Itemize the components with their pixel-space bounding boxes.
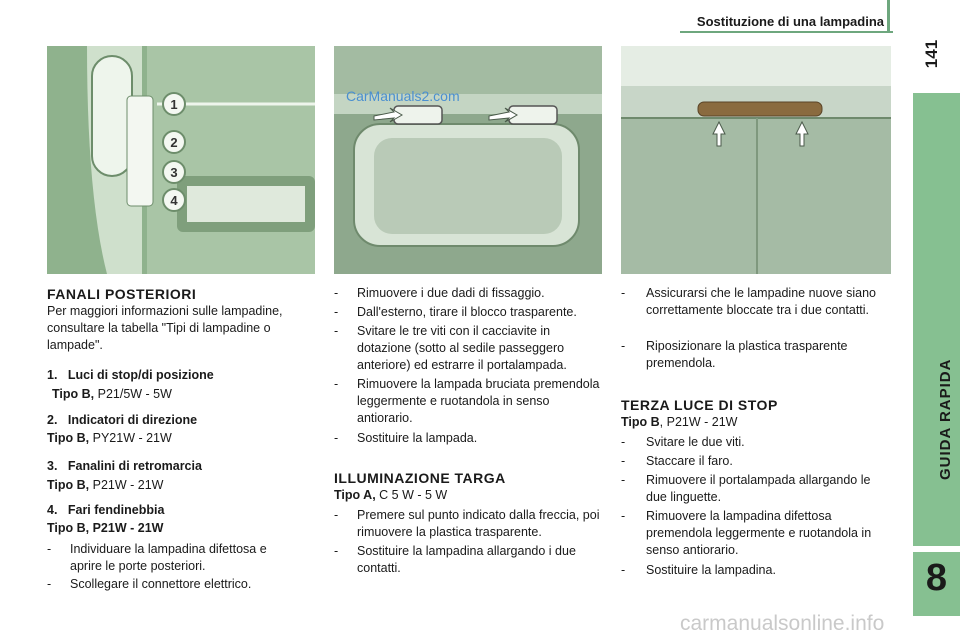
plate-light-type: Tipo A, C 5 W - 5 W [334, 488, 448, 502]
section-title-rear-lights: FANALI POSTERIORI [47, 286, 197, 302]
col2-step-5: Sostituire la lampada. [357, 431, 478, 445]
col2-step-1: Rimuovere i due dadi di fissaggio. [357, 286, 545, 300]
figure-watermark: CarManuals2.com [346, 88, 460, 104]
plate-light-figure [334, 46, 602, 274]
third-stop-type: Tipo B, P21W - 21W [621, 415, 738, 429]
header-vertical-rule [887, 0, 890, 31]
page-number: 141 [922, 39, 941, 69]
callout-2-label: 2 [170, 135, 178, 150]
chapter-tab-label: GUIDA RAPIDA [937, 358, 954, 480]
item-1-type: Tipo B, P21/5W - 5W [52, 387, 172, 401]
bullet-dash: - [334, 286, 339, 300]
chapter-number: 8 [925, 557, 948, 599]
col2-step-3: Svitare le tre viti con il cacciavite in dotazione (sotto al sedile passeggero anteriore) ed estrarre il portalampada. [357, 324, 567, 372]
item-1-heading: 1. Luci di stop/di posizione [47, 368, 214, 382]
third-stop-step-2: Staccare il faro. [646, 454, 733, 468]
rear-step-1: Individuare la lampadina difettosa e aprire le porte posteriori. [70, 542, 267, 573]
callout-2 [163, 131, 185, 153]
callout-4 [163, 189, 185, 211]
item-2-heading: 2. Indicatori di direzione [47, 413, 198, 427]
page-header-title: Sostituzione di una lampadina [696, 14, 884, 29]
bullet-dash: - [621, 509, 626, 523]
section-title-third-stop: TERZA LUCE DI STOP [621, 397, 778, 413]
third-stop-step-4: Rimuovere la lampadina difettosa premendola leggermente e ruotandola in senso antiorario. [646, 509, 872, 557]
col3-step-2: Riposizionare la plastica trasparente premendola. [646, 339, 848, 370]
col2-step-4: Rimuovere la lampada bruciata premendola leggermente e ruotandola in senso antiorario. [357, 377, 600, 425]
callout-4-label: 4 [170, 193, 178, 208]
header-rule [680, 31, 893, 33]
plate-step-1: Premere sul punto indicato dalla freccia, poi rimuovere la plastica trasparente. [357, 508, 600, 539]
rear-lights-figure [47, 46, 315, 274]
third-stop-step-5: Sostituire la lampadina. [646, 563, 776, 577]
bullet-dash: - [334, 544, 339, 558]
callout-1-label: 1 [170, 97, 178, 112]
plate-step-2: Sostituire la lampadina allargando i due contatti. [357, 544, 576, 575]
bullet-dash: - [47, 577, 52, 591]
bullet-dash: - [334, 508, 339, 522]
rear-step-2: Scollegare il connettore elettrico. [70, 577, 252, 591]
third-stop-step-3: Rimuovere il portalampada allargando le due linguette. [646, 473, 871, 504]
item-4-type: Tipo B, P21W - 21W [47, 521, 164, 535]
bullet-dash: - [621, 563, 626, 577]
callout-3 [163, 161, 185, 183]
item-4-heading: 4. Fari fendinebbia [47, 503, 165, 517]
bullet-dash: - [47, 542, 52, 556]
footer-watermark: carmanualsonline.info [680, 612, 885, 635]
bullet-dash: - [621, 454, 626, 468]
item-2-type: Tipo B, PY21W - 21W [47, 431, 172, 445]
col3-step-1: Assicurarsi che le lampadine nuove siano correttamente bloccate tra i due contatti. [646, 286, 876, 317]
bullet-dash: - [334, 377, 339, 391]
bullet-dash: - [621, 339, 626, 353]
bullet-dash: - [334, 305, 339, 319]
bullet-dash: - [334, 431, 339, 445]
callout-1 [163, 93, 185, 115]
section-title-plate-light: ILLUMINAZIONE TARGA [334, 470, 506, 486]
callout-3-label: 3 [170, 165, 178, 180]
bullet-dash: - [621, 473, 626, 487]
item-3-heading: 3. Fanalini di retromarcia [47, 459, 202, 473]
third-stop-light-figure [621, 46, 891, 274]
col2-step-2: Dall'esterno, tirare il blocco trasparente. [357, 305, 577, 319]
item-3-type: Tipo B, P21W - 21W [47, 478, 164, 492]
bullet-dash: - [334, 324, 339, 338]
bullet-dash: - [621, 286, 626, 300]
bullet-dash: - [621, 435, 626, 449]
third-stop-step-1: Svitare le due viti. [646, 435, 745, 449]
rear-lights-intro: Per maggiori informazioni sulle lampadine, consultare la tabella "Tipi di lampadine o lampade". [47, 304, 283, 352]
